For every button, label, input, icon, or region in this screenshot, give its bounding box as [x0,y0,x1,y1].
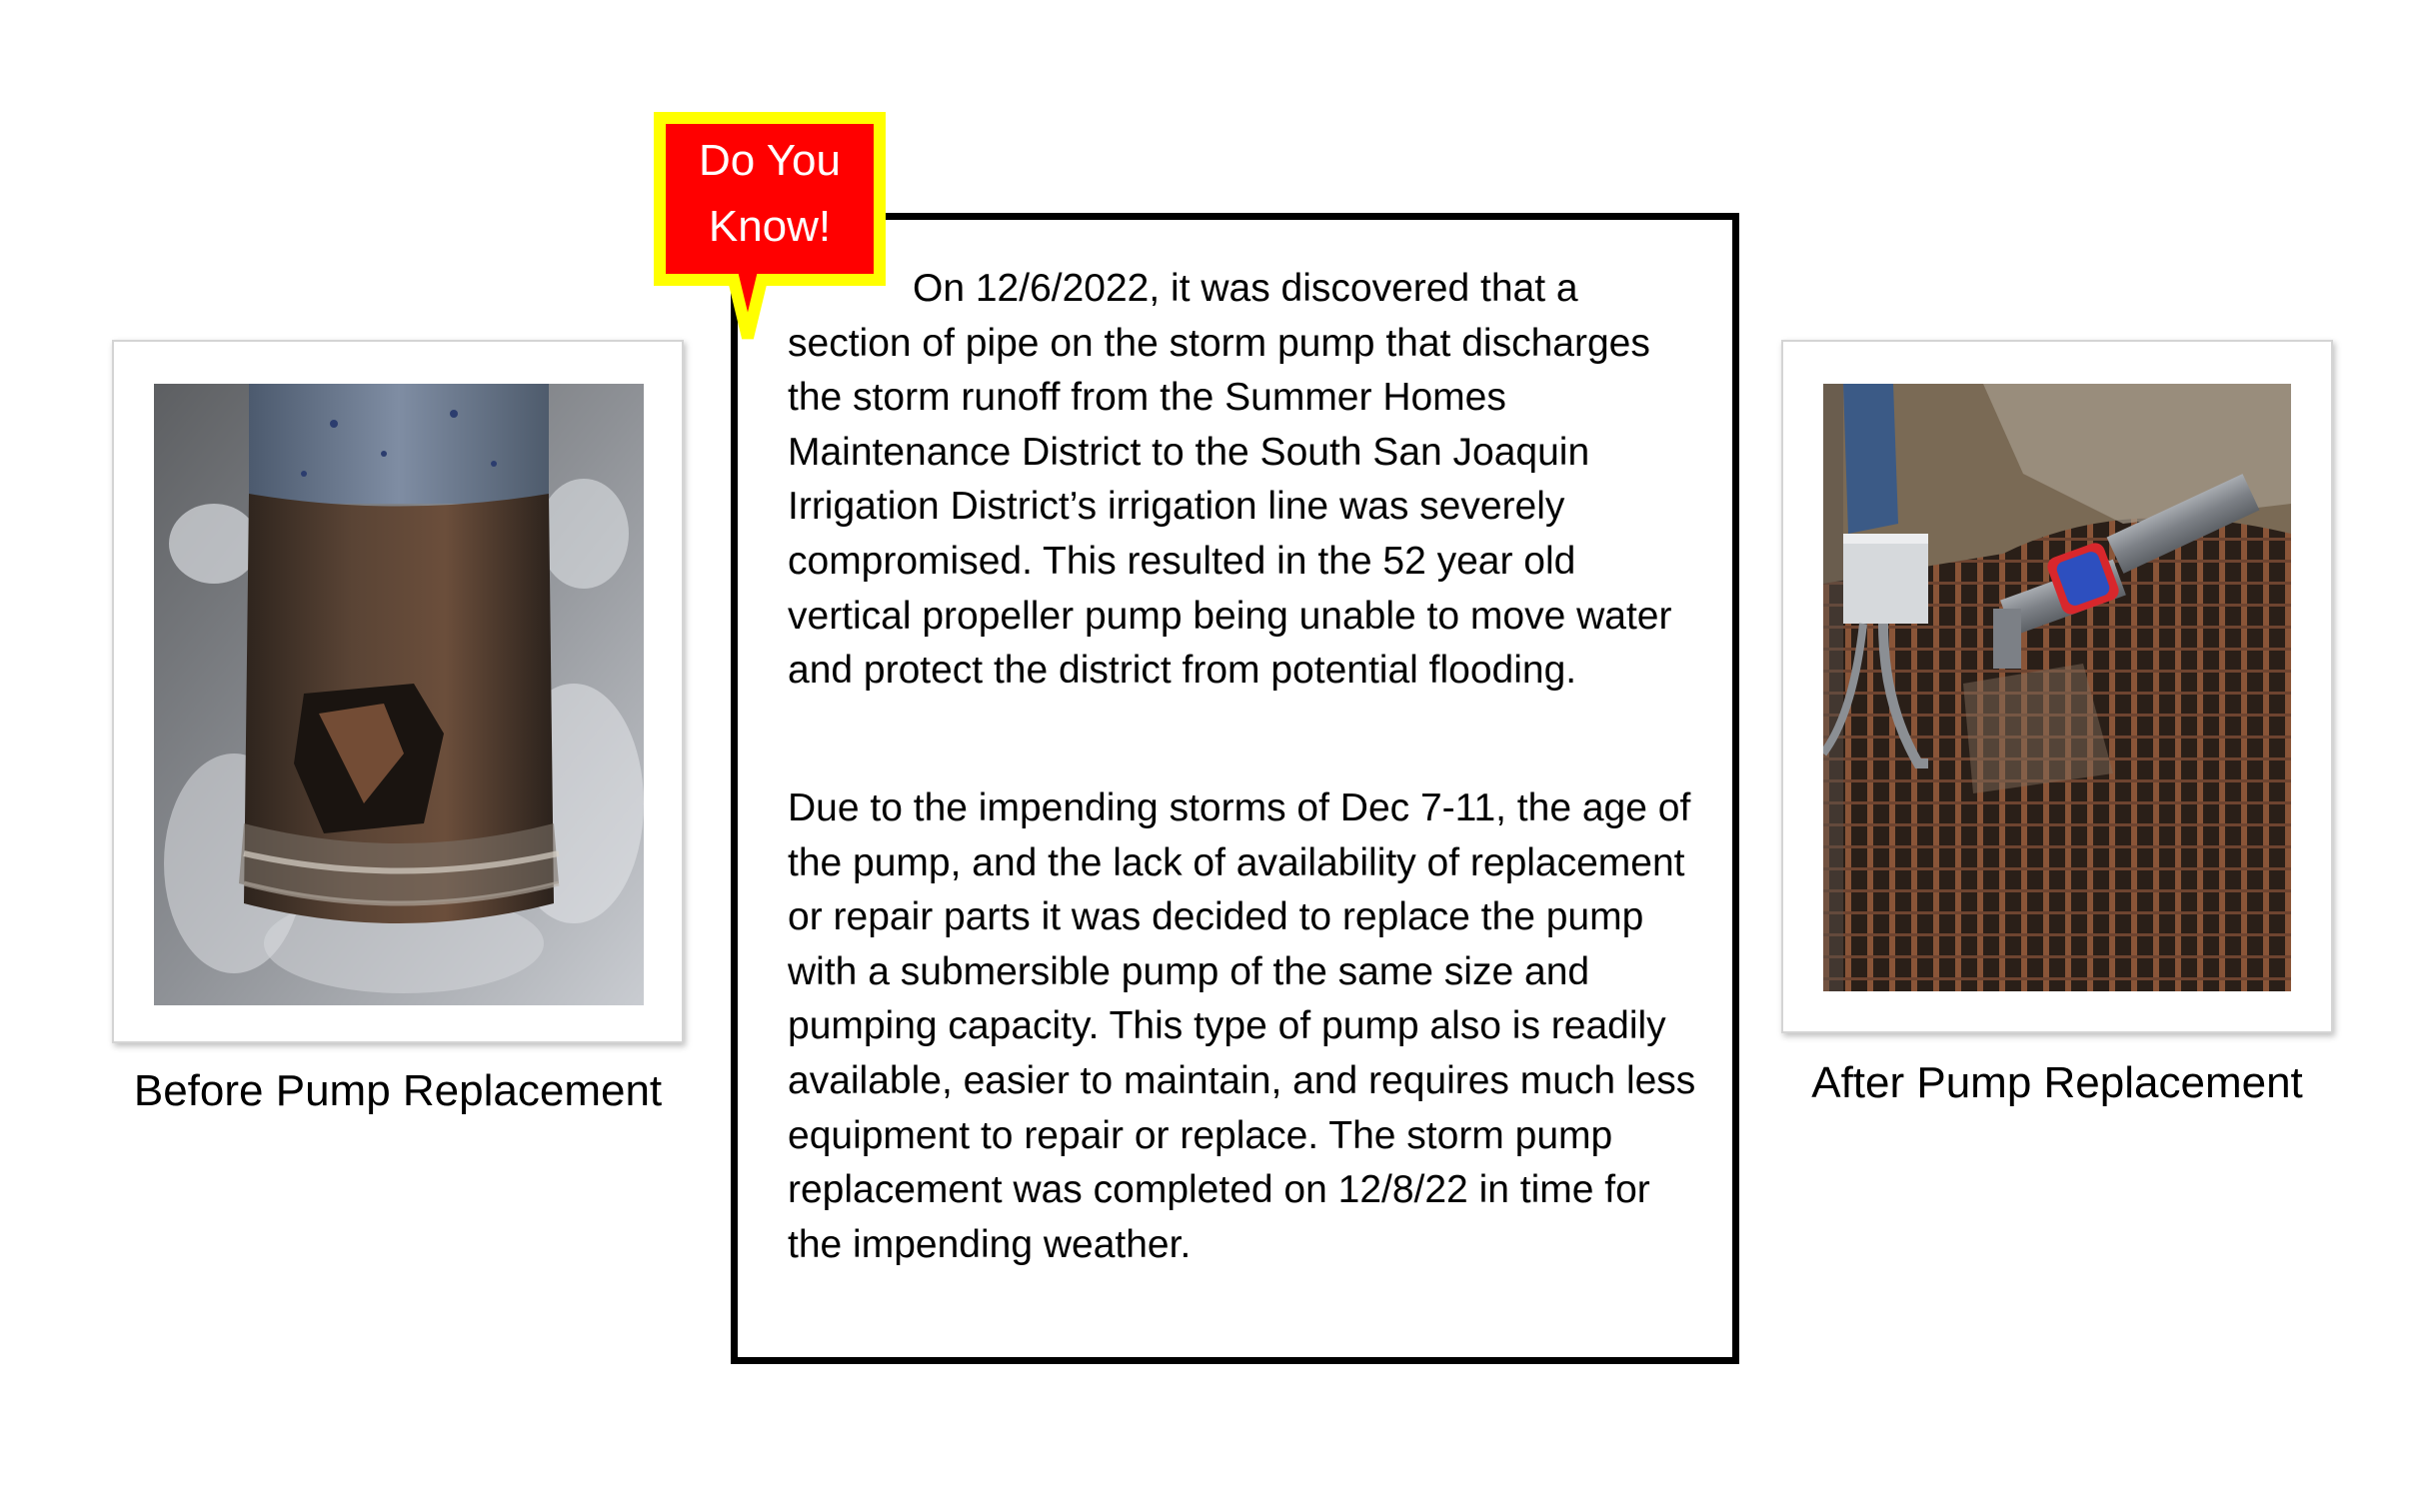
after-pump-photo [1823,384,2291,991]
after-photo-frame [1781,340,2333,1033]
before-pump-photo [154,384,644,1005]
before-caption: Before Pump Replacement [133,1066,663,1115]
after-caption: After Pump Replacement [1811,1058,2303,1107]
info-text-box [731,213,1739,1364]
article-paragraph-2: Due to the impending storms of Dec 7-11, the age of the pump, and the lack of availability of replacement or repair parts it was decided to replace the pump with a submersible pump of the same size and pumping capacity. This type of pump also is readily available, easier to maintain, and requires much less equipment to repair or replace. The storm pump replacement was completed on 12/8/22 in time for the impending weather. [788,786,1696,1266]
before-photo-frame [112,340,684,1043]
do-you-know-callout [650,108,890,348]
article-paragraph-1: On 12/6/2022, it was discovered that a section of pipe on the storm pump that discharges the storm runoff from the Summer Homes Maintenance District to the South San Joaquin Irrigation District’s irrigation line was severely compromised. This resulted in the 52 year old vertical propeller pump being unable to move water and protect the district from potential flooding. [788,267,1672,693]
callout-label: Do You Know! [699,136,841,251]
